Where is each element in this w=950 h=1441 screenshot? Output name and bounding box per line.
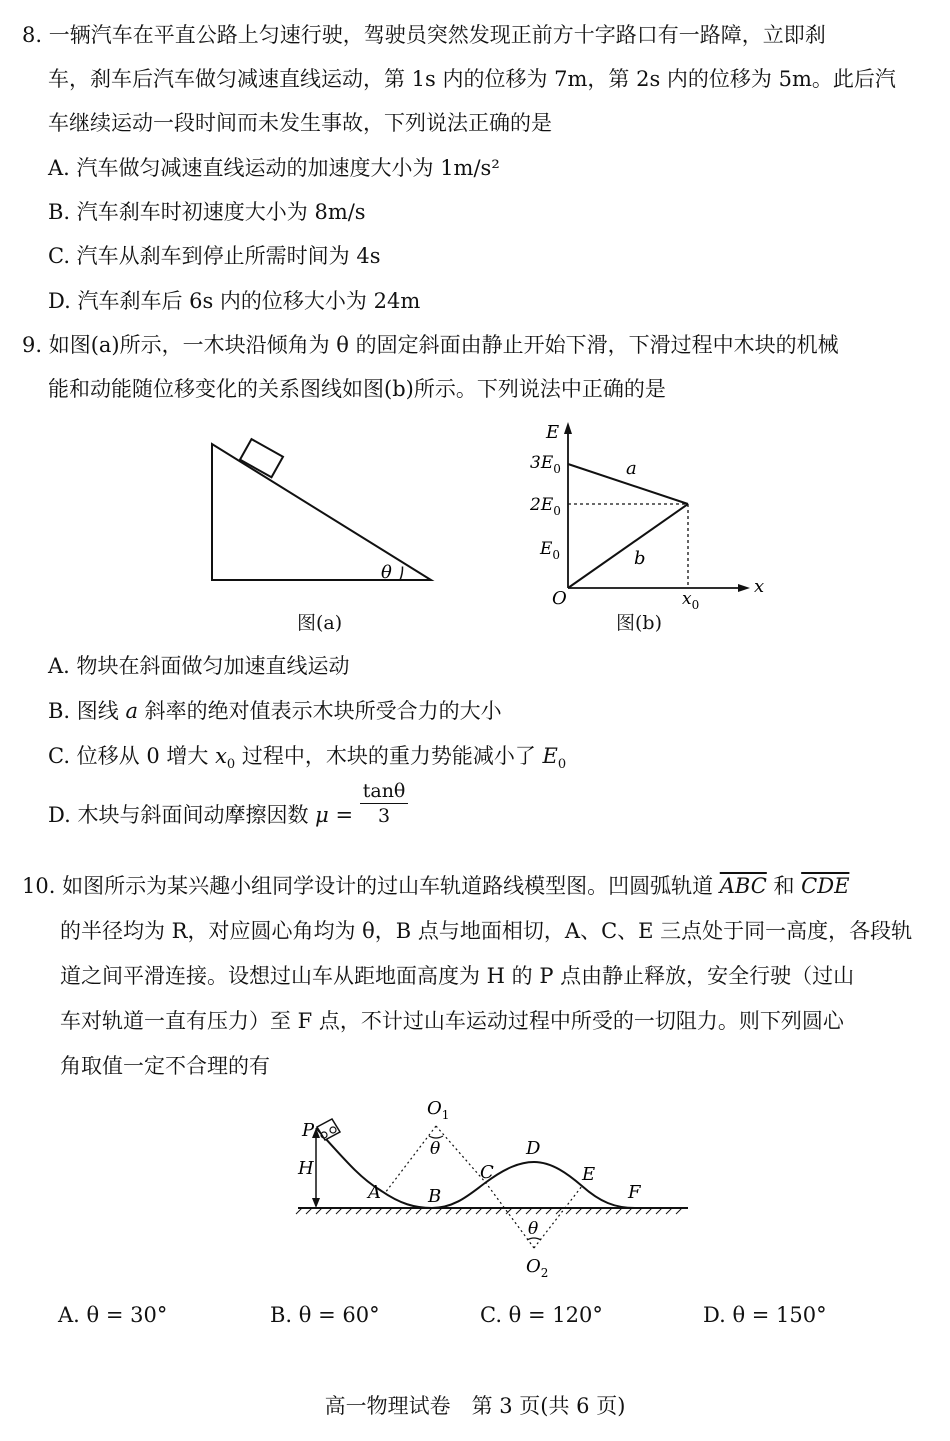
angle-arc xyxy=(400,567,403,581)
figure-b-graph xyxy=(520,418,770,610)
q10-stem-line-4: 车对轨道一直有压力）至 F 点，不计过山车运动过程中所受的一切阻力。则下列圆心 xyxy=(60,1009,844,1033)
angle-label: θ xyxy=(381,562,392,583)
radius-o1-c xyxy=(436,1126,486,1183)
incline-triangle xyxy=(212,444,431,580)
label-theta-2: θ xyxy=(528,1219,539,1239)
q9-option-a: A. 物块在斜面做匀加速直线运动 xyxy=(48,654,350,678)
label-o2: $O_2$ xyxy=(526,1256,549,1280)
arc-cde: $\overline{CDE}$ xyxy=(801,874,850,898)
label-p: P xyxy=(302,1120,315,1141)
label-e: E xyxy=(582,1164,596,1185)
wooden-block xyxy=(240,439,283,477)
tick-e0: $E_0$ xyxy=(540,539,561,562)
label-f: F xyxy=(628,1182,641,1203)
q8-option-b: B. 汽车刹车时初速度大小为 8m/s xyxy=(48,200,366,224)
figure-a-incline xyxy=(200,430,440,590)
radius-o2-c xyxy=(486,1183,534,1248)
q10-option-a: A. θ = 30° xyxy=(58,1303,168,1327)
label-h: H xyxy=(298,1158,314,1179)
label-a: A xyxy=(368,1182,381,1203)
x-axis-arrow xyxy=(738,584,750,592)
q8-stem-line-2: 车，刹车后汽车做匀减速直线运动，第 1s 内的位移为 7m，第 2s 内的位移为 5m。此后汽 xyxy=(48,67,896,91)
x-axis-label: x xyxy=(754,576,765,597)
height-arrow-bottom xyxy=(312,1198,320,1208)
q9-stem-line-1: 9. 如图(a)所示，一木块沿倾角为 θ 的固定斜面由静止开始下滑，下滑过程中木块的机械 xyxy=(22,333,839,357)
q9-stem-line-2: 能和动能随位移变化的关系图线如图(b)所示。下列说法中正确的是 xyxy=(48,377,666,401)
tick-x0: $x_0$ xyxy=(682,589,700,610)
q10-option-b: B. θ = 60° xyxy=(270,1303,380,1327)
y-axis-label: E xyxy=(546,422,560,443)
label-o1: $O_1$ xyxy=(427,1098,450,1122)
q8-option-d: D. 汽车刹车后 6s 内的位移大小为 24m xyxy=(48,289,421,313)
q10-stem-line-5: 角取值一定不合理的有 xyxy=(60,1054,270,1078)
line-a-label: a xyxy=(626,458,637,479)
q8-option-a: A. 汽车做匀减速直线运动的加速度大小为 1m/s² xyxy=(48,156,500,180)
line-b xyxy=(568,504,688,588)
label-theta-1: θ xyxy=(430,1139,441,1159)
y-axis-arrow xyxy=(564,422,572,434)
q9-option-b: B. 图线 a 斜率的绝对值表示木块所受合力的大小 xyxy=(48,699,502,723)
figure-b-caption: 图(b) xyxy=(616,612,662,634)
q8-stem-line-3: 车继续运动一段时间而未发生事故，下列说法正确的是 xyxy=(48,111,552,135)
page-footer: 高一物理试卷 第 3 页(共 6 页) xyxy=(324,1394,626,1418)
line-b-label: b xyxy=(634,548,646,569)
label-c: C xyxy=(480,1162,494,1183)
q10-stem-line-2: 的半径均为 R，对应圆心角均为 θ，B 点与地面相切，A、C、E 三点处于同一高度，各段轨 xyxy=(60,919,913,943)
q9-option-c: C. 位移从 0 增大 $x_0$ 过程中，木块的重力势能减小了 $E_0$ xyxy=(48,744,567,773)
label-b: B xyxy=(428,1186,442,1207)
origin-label: O xyxy=(552,588,567,609)
q10-stem-line-3: 道之间平滑连接。设想过山车从距地面高度为 H 的 P 点由静止释放，安全行驶（过山 xyxy=(60,964,855,988)
q10-option-c: C. θ = 120° xyxy=(480,1303,603,1327)
roller-coaster-figure xyxy=(290,1090,700,1285)
q10-option-d: D. θ = 150° xyxy=(703,1303,827,1327)
fraction-tan-theta-over-3: $\frac{\tan\theta}{3}$ xyxy=(360,779,409,828)
figure-a-caption: 图(a) xyxy=(297,612,343,634)
radius-o2-e xyxy=(534,1186,582,1248)
label-d: D xyxy=(526,1138,541,1159)
arc-abc: $\overline{ABC}$ xyxy=(719,874,767,898)
q8-option-c: C. 汽车从刹车到停止所需时间为 4s xyxy=(48,244,381,268)
q9-option-d: D. 木块与斜面间动摩擦因数 μ = $\frac{\tan\theta}{3}$ xyxy=(48,800,408,830)
tick-3e0: $3E_0$ xyxy=(530,453,561,476)
angle-arc-o1 xyxy=(429,1136,443,1138)
tick-2e0: $2E_0$ xyxy=(530,495,561,518)
radius-o1-a xyxy=(385,1126,436,1193)
cart-icon xyxy=(317,1119,340,1140)
q10-stem-line-1: 10. 如图所示为某兴趣小组同学设计的过山车轨道路线模型图。凹圆弧轨道 $\overline{ABC}$ 和 $\overline{CDE}$ xyxy=(22,874,850,898)
q8-stem-line-1: 8. 一辆汽车在平直公路上匀速行驶，驾驶员突然发现正前方十字路口有一路障，立即刹 xyxy=(22,23,826,47)
